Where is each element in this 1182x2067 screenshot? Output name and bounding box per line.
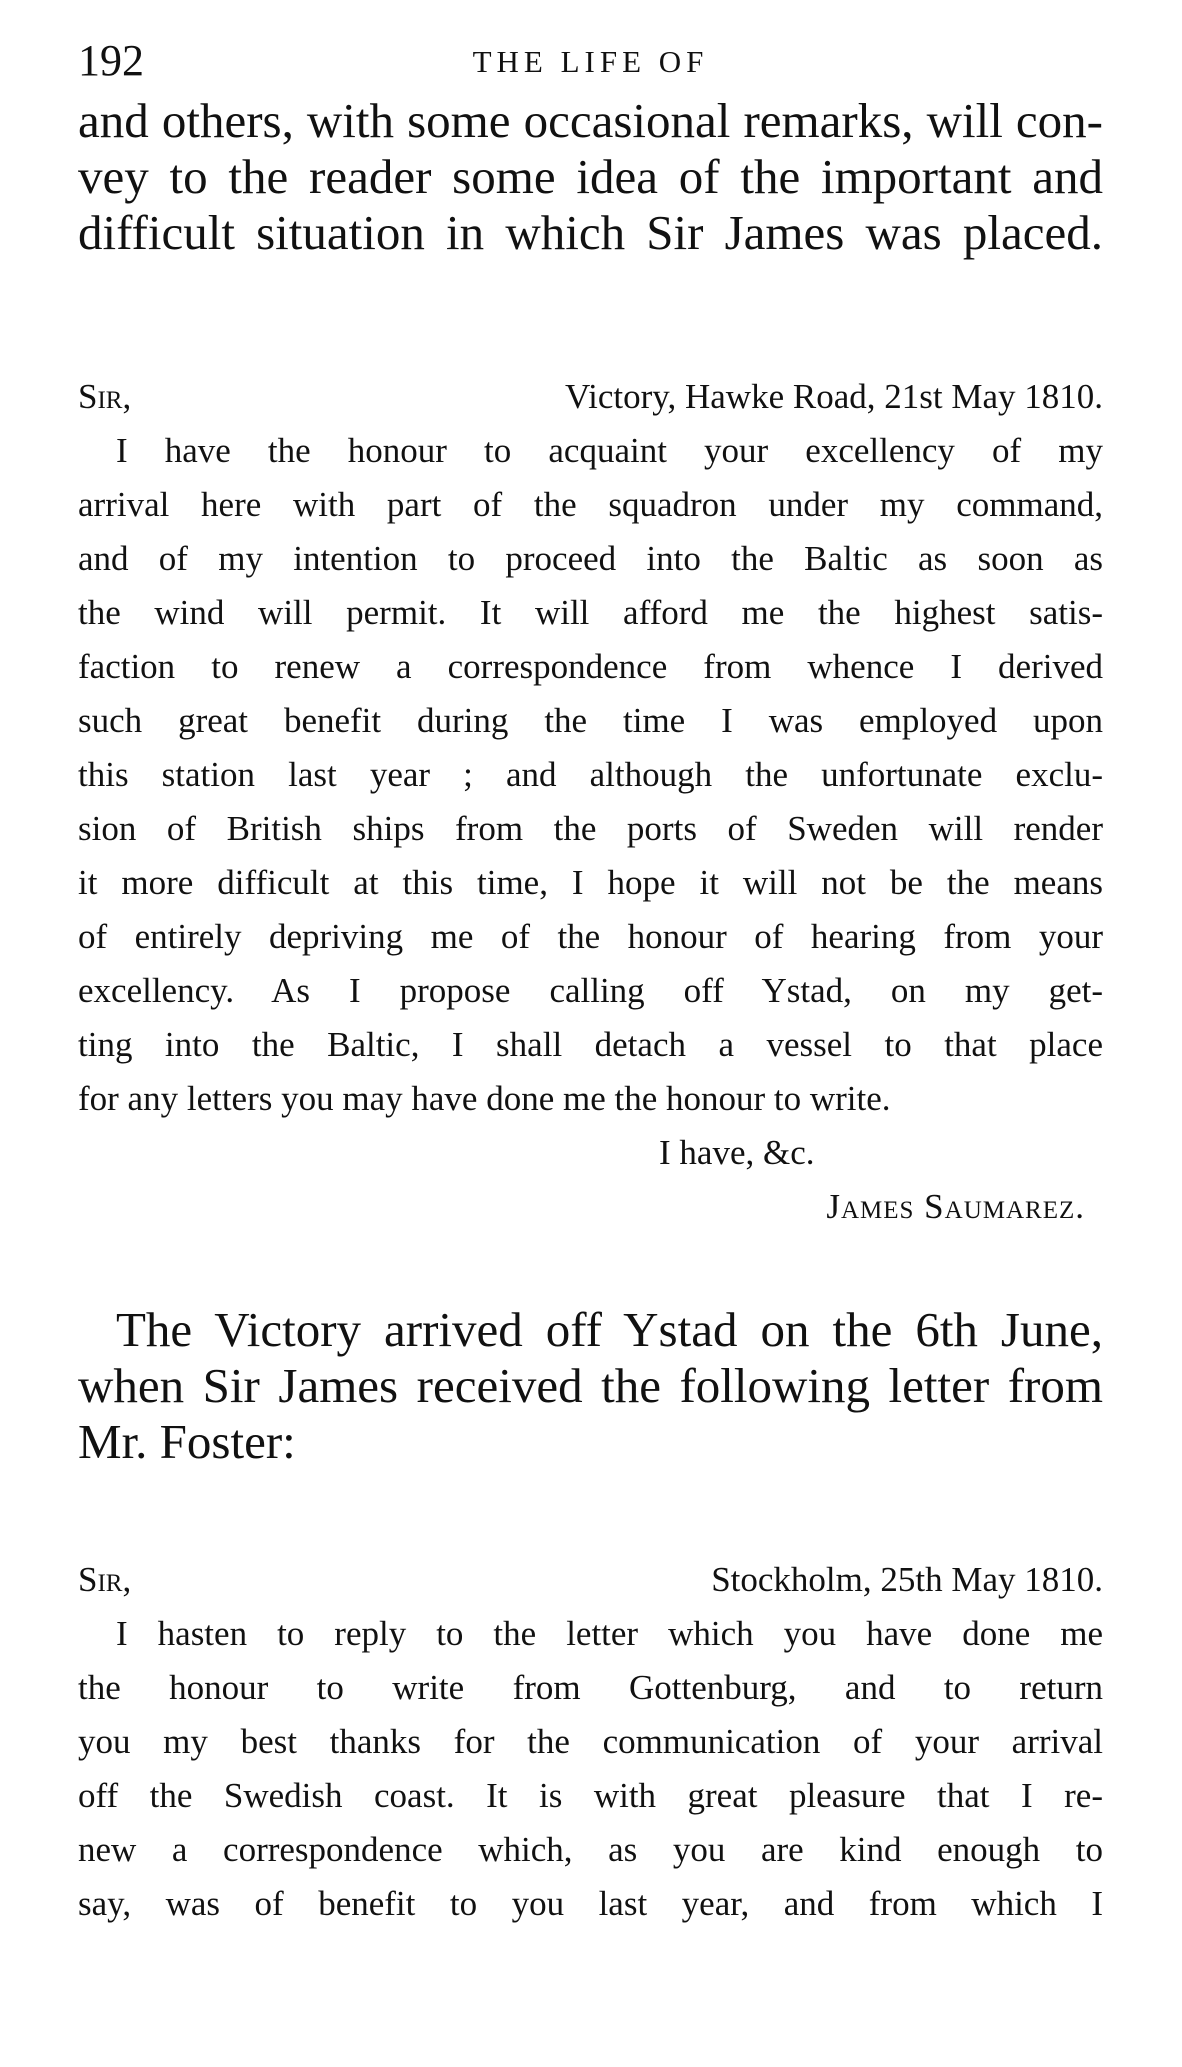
text-line: you my best thanks for the communication of your arrival bbox=[78, 1722, 1103, 1761]
text-line: ting into the Baltic, I shall detach a vessel to that place bbox=[78, 1025, 1103, 1064]
page-header bbox=[78, 36, 1103, 86]
text-line: when Sir James received the following letter from bbox=[78, 1358, 1103, 1413]
text-line: I have the honour to acquaint your excellency of my bbox=[116, 431, 1103, 470]
text-line: difficult situation in which Sir James was placed. bbox=[78, 205, 1103, 260]
letter2-heading bbox=[78, 1553, 1103, 1607]
letter2-salutation: Sir, bbox=[78, 1560, 132, 1599]
running-head: THE LIFE OF bbox=[472, 44, 709, 79]
text-line: of entirely depriving me of the honour of hearing from your bbox=[78, 917, 1103, 956]
letter1-body bbox=[78, 424, 1103, 1126]
letter1-heading bbox=[78, 370, 1103, 424]
text-line: the wind will permit. It will afford me the highest satis- bbox=[78, 593, 1103, 632]
intro-paragraph bbox=[78, 93, 1103, 261]
text-line: for any letters you may have done me the honour to write. bbox=[78, 1079, 891, 1118]
text-line: The Victory arrived off Ystad on the 6th June, bbox=[116, 1302, 1103, 1357]
text-line: excellency. As I propose calling off Ystad, on my get- bbox=[78, 971, 1103, 1010]
text-line: sion of British ships from the ports of Sweden will render bbox=[78, 809, 1103, 848]
letter1-closing bbox=[78, 1126, 1103, 1234]
text-line: say, was of benefit to you last year, and from which I bbox=[78, 1884, 1103, 1923]
text-line: arrival here with part of the squadron under my command, bbox=[78, 485, 1103, 524]
closing-phrase: I have, &c. bbox=[659, 1133, 815, 1172]
text-line: I hasten to reply to the letter which you have done me bbox=[116, 1614, 1103, 1653]
text-line: Mr. Foster: bbox=[78, 1414, 296, 1469]
text-line: it more difficult at this time, I hope it will not be the means bbox=[78, 863, 1103, 902]
text-line: new a correspondence which, as you are kind enough to bbox=[78, 1830, 1103, 1869]
text-line: the honour to write from Gottenburg, and to return bbox=[78, 1668, 1103, 1707]
text-line: off the Swedish coast. It is with great pleasure that I re- bbox=[78, 1776, 1103, 1815]
signature: James Saumarez. bbox=[826, 1187, 1085, 1226]
letter2-dateline: Stockholm, 25th May 1810. bbox=[711, 1560, 1103, 1599]
letter1-dateline: Victory, Hawke Road, 21st May 1810. bbox=[564, 377, 1103, 416]
text-line: faction to renew a correspondence from whence I derived bbox=[78, 647, 1103, 686]
letter2-body bbox=[78, 1607, 1103, 1931]
text-line: vey to the reader some idea of the important and bbox=[78, 149, 1103, 204]
narrative-paragraph bbox=[78, 1302, 1103, 1470]
text-line: and of my intention to proceed into the Baltic as soon as bbox=[78, 539, 1103, 578]
text-line: this station last year ; and although the unfortunate exclu- bbox=[78, 755, 1103, 794]
text-line: such great benefit during the time I was employed upon bbox=[78, 701, 1103, 740]
page-number: 192 bbox=[78, 36, 144, 85]
letter1-salutation: Sir, bbox=[78, 377, 132, 416]
text-line: and others, with some occasional remarks, will con- bbox=[78, 93, 1103, 148]
